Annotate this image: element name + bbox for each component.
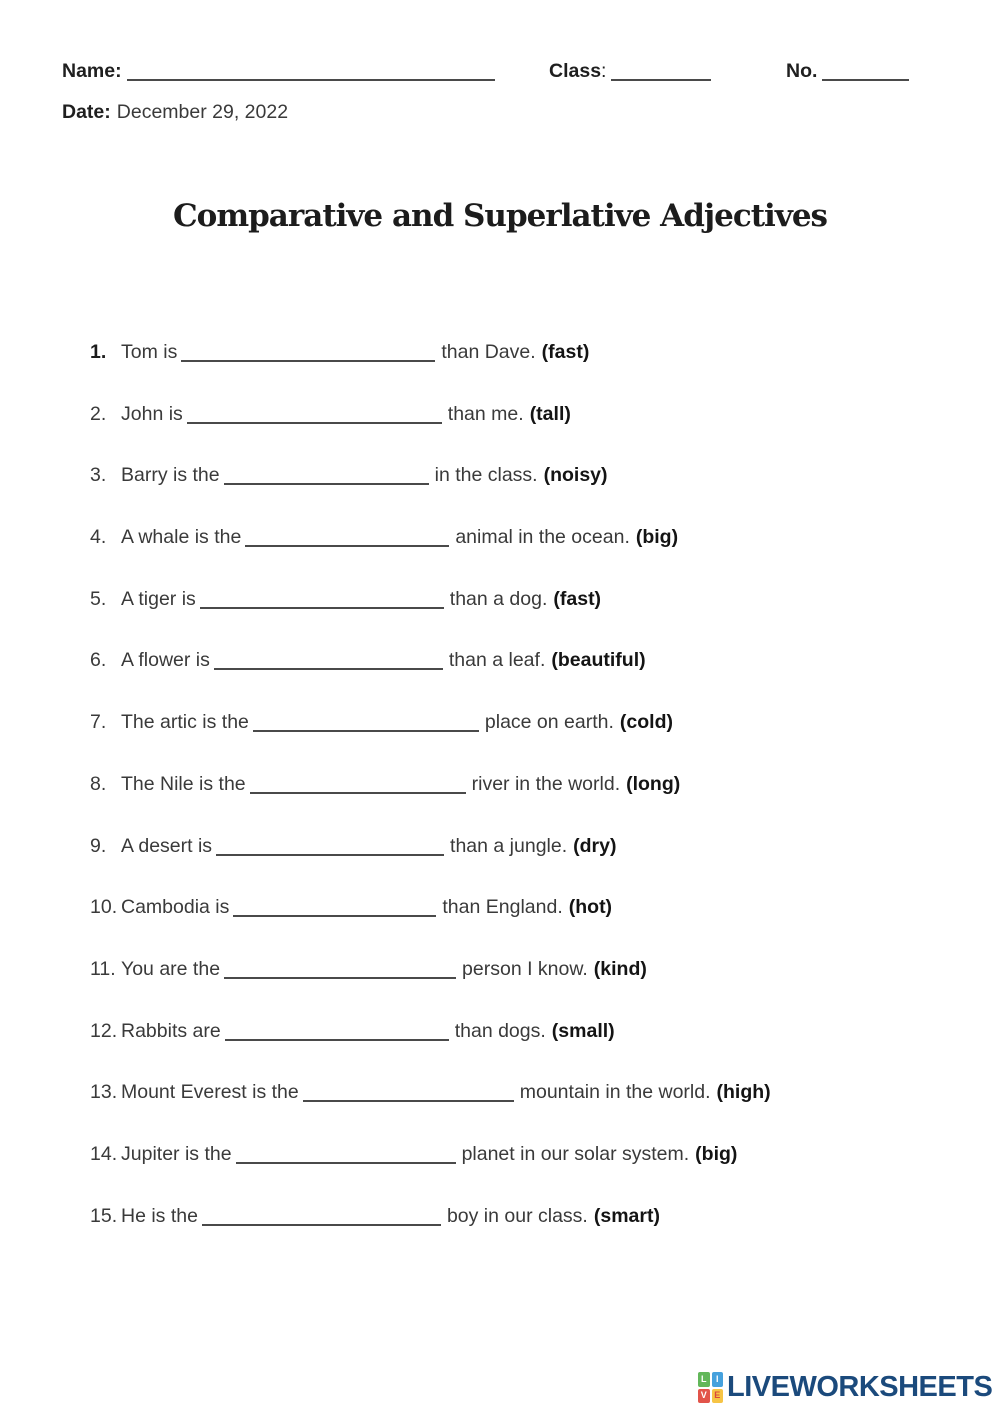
liveworksheets-tiles-icon	[698, 1372, 723, 1403]
worksheet-item	[90, 402, 970, 426]
item-text-post: person I know.	[462, 957, 588, 980]
worksheet-item	[90, 834, 970, 858]
item-number: 9.	[90, 834, 107, 857]
item-blank-line[interactable]	[202, 1210, 441, 1226]
worksheet-item	[90, 1019, 970, 1043]
item-text-pre: A tiger is	[121, 587, 196, 610]
item-number: 4.	[90, 526, 107, 549]
item-number: 10.	[90, 896, 118, 919]
worksheet-item	[90, 648, 970, 672]
item-hint-word: (noisy)	[543, 464, 608, 487]
item-blank-line[interactable]	[253, 716, 479, 732]
item-text-pre: Barry is the	[121, 464, 220, 487]
worksheet-item	[90, 772, 970, 796]
item-blank-line[interactable]	[224, 963, 456, 979]
item-text-post: place on earth.	[484, 711, 614, 734]
worksheet-item	[90, 1142, 970, 1166]
class-colon: :	[601, 60, 607, 82]
logo-tile-l: L	[698, 1372, 710, 1387]
item-blank-line[interactable]	[250, 778, 466, 794]
item-hint-word: (high)	[716, 1081, 771, 1104]
name-field-group	[62, 60, 495, 83]
date-row	[62, 101, 288, 124]
worksheet-item	[90, 1204, 970, 1228]
no-label: No.	[786, 60, 818, 82]
item-hint-word: (cold)	[619, 711, 673, 734]
item-text-pre: Jupiter is the	[121, 1142, 232, 1165]
item-number: 7.	[90, 711, 107, 734]
item-blank-line[interactable]	[303, 1086, 514, 1102]
worksheet-item	[90, 525, 970, 549]
item-number: 14.	[90, 1142, 118, 1165]
item-hint-word: (big)	[635, 526, 679, 549]
item-number: 13.	[90, 1081, 118, 1104]
item-blank-line[interactable]	[200, 593, 444, 609]
item-text-post: river in the world.	[471, 772, 621, 795]
item-text-post: than England.	[442, 896, 563, 919]
item-text-pre: Cambodia is	[121, 896, 230, 919]
item-text-pre: A flower is	[121, 649, 210, 672]
item-hint-word: (dry)	[573, 834, 617, 857]
item-text-pre: John is	[121, 402, 183, 425]
item-text-post: than me.	[447, 402, 524, 425]
name-label: Name:	[62, 60, 122, 82]
item-number: 12.	[90, 1019, 118, 1042]
item-blank-line[interactable]	[225, 1025, 449, 1041]
item-text-post: animal in the ocean.	[455, 526, 630, 549]
item-blank-line[interactable]	[216, 840, 444, 856]
item-text-post: than a leaf.	[448, 649, 546, 672]
item-number: 2.	[90, 402, 107, 425]
item-text-post: mountain in the world.	[519, 1081, 711, 1104]
no-blank-line[interactable]	[822, 65, 909, 81]
item-text-pre: A whale is the	[121, 526, 242, 549]
class-field-group	[549, 60, 711, 83]
item-text-post: than a jungle.	[450, 834, 568, 857]
item-number: 5.	[90, 587, 107, 610]
worksheet-item	[90, 587, 970, 611]
worksheet-item	[90, 957, 970, 981]
item-text-post: in the class.	[434, 464, 538, 487]
item-text-post: than a dog.	[449, 587, 548, 610]
item-hint-word: (small)	[551, 1019, 615, 1042]
class-blank-line[interactable]	[611, 65, 711, 81]
item-text-post: than Dave.	[441, 341, 536, 363]
item-hint-word: (smart)	[593, 1204, 660, 1227]
no-field-group	[786, 60, 909, 83]
item-number: 8.	[90, 772, 107, 795]
header	[0, 60, 1000, 90]
item-hint-word: (long)	[626, 772, 681, 795]
worksheet-item	[90, 895, 970, 919]
name-blank-line[interactable]	[127, 65, 495, 81]
item-hint-word: (fast)	[541, 341, 590, 363]
item-hint-word: (fast)	[553, 587, 602, 610]
item-number: 3.	[90, 464, 107, 487]
item-text-pre: The artic is the	[121, 711, 249, 734]
item-number: 15.	[90, 1204, 118, 1227]
date-label: Date:	[62, 101, 111, 123]
liveworksheets-logo[interactable]	[698, 1371, 992, 1404]
worksheet-item	[90, 710, 970, 734]
item-blank-line[interactable]	[214, 654, 443, 670]
item-text-post: boy in our class.	[446, 1204, 588, 1227]
brand-name: LIVEWORKSHEETS	[727, 1371, 993, 1403]
item-blank-line[interactable]	[233, 901, 436, 917]
worksheet-items	[90, 340, 970, 1265]
item-text-pre: You are the	[121, 957, 221, 980]
item-hint-word: (big)	[695, 1142, 738, 1165]
logo-tile-v: V	[698, 1389, 710, 1404]
item-number: 6.	[90, 649, 107, 672]
item-blank-line[interactable]	[245, 531, 449, 547]
item-hint-word: (beautiful)	[551, 649, 646, 672]
item-number: 1.	[90, 341, 107, 363]
item-number: 11.	[90, 957, 116, 980]
item-text-post: planet in our solar system.	[461, 1142, 690, 1165]
item-text-pre: Mount Everest is the	[121, 1081, 299, 1104]
date-value: December 29, 2022	[116, 101, 289, 123]
item-text-pre: A desert is	[121, 834, 213, 857]
item-text-pre: He is the	[121, 1204, 198, 1227]
item-text-post: than dogs.	[454, 1019, 546, 1042]
item-blank-line[interactable]	[224, 469, 429, 485]
worksheet-item	[90, 1080, 970, 1104]
item-hint-word: (tall)	[529, 402, 571, 425]
item-text-pre: Tom is	[121, 341, 178, 363]
worksheet-item	[90, 340, 970, 364]
item-blank-line[interactable]	[181, 346, 435, 362]
logo-tile-i: I	[712, 1372, 724, 1387]
item-hint-word: (kind)	[593, 957, 647, 980]
item-text-pre: Rabbits are	[121, 1019, 221, 1042]
worksheet-item	[90, 463, 970, 487]
item-hint-word: (hot)	[568, 896, 613, 919]
class-label: Class	[549, 60, 602, 82]
item-text-pre: The Nile is the	[121, 772, 246, 795]
footer	[0, 1371, 1000, 1407]
logo-tile-e: E	[712, 1389, 724, 1404]
item-blank-line[interactable]	[187, 408, 442, 424]
page-title: Comparative and Superlative Adjectives	[172, 198, 828, 234]
item-blank-line[interactable]	[236, 1148, 456, 1164]
